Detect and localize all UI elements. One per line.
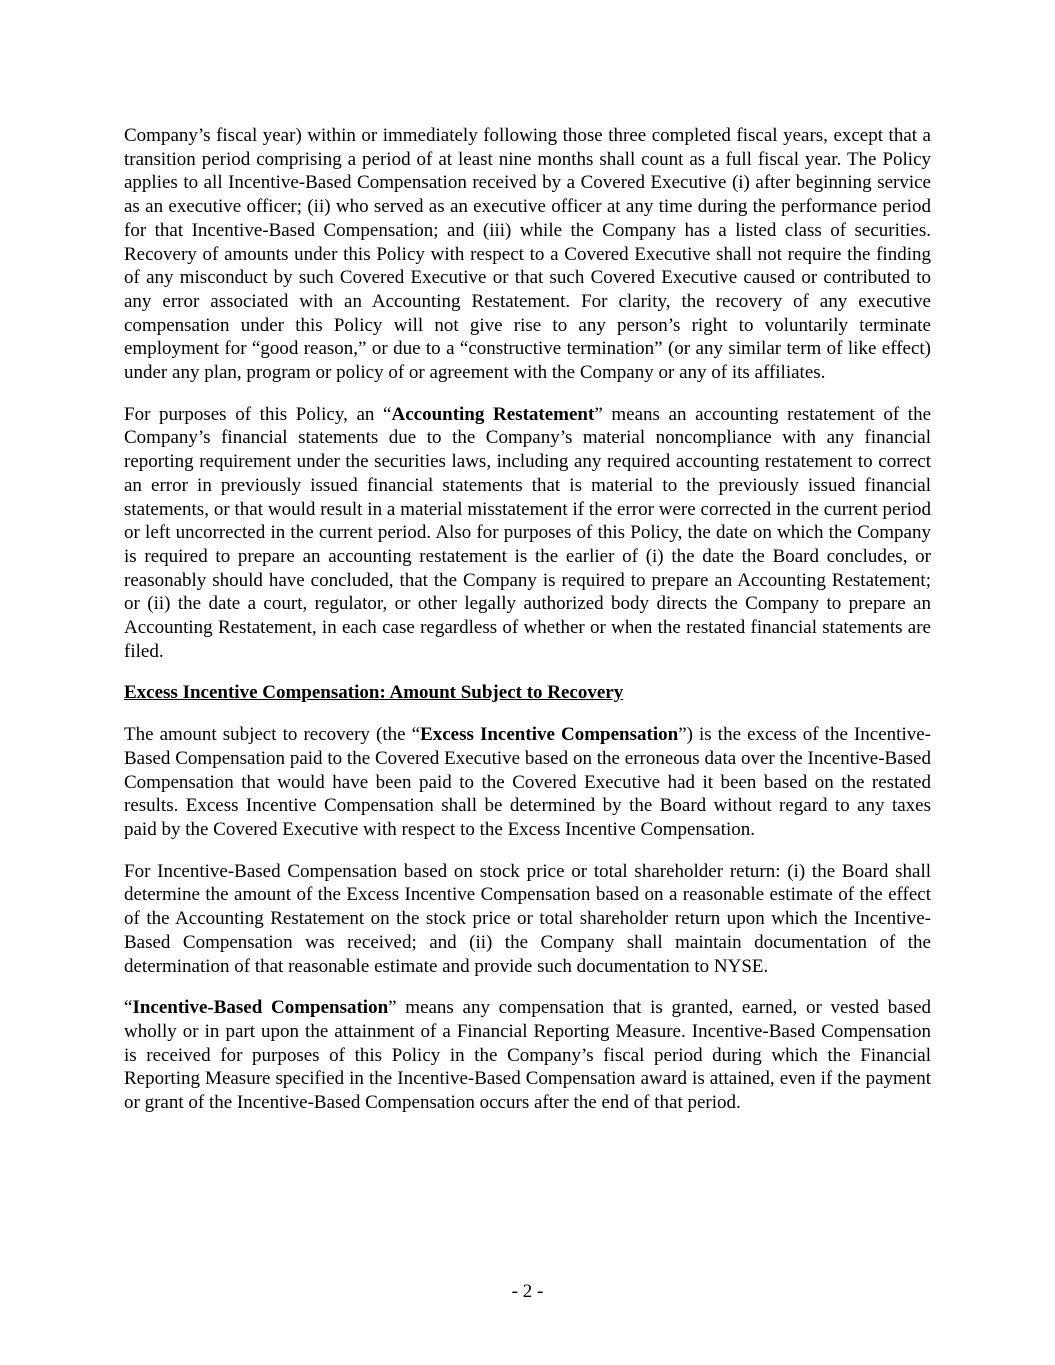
text-segment: For purposes of this Policy, an “	[124, 403, 392, 425]
paragraph-stock-price-compensation: For Incentive-Based Compensation based on stock price or total shareholder return: (i) the Board shall determine the amount of the Excess Incentive Compensation based on a reasonable estimate of the effect of the Accounting Restatement on the stock price or total shareholder return upon which the Incentive-Based Compensation was received; and (ii) the Company shall maintain documentation of the determination of that reasonable estimate and provide such documentation to NYSE.	[124, 860, 931, 977]
defined-term-excess-incentive-compensation: Excess Incentive Compensation	[420, 724, 679, 746]
text-segment: ” means any compensation that is granted, earned, or vested based wholly or in part upon the attainment of a Financial Reporting Measure. Incentive-Based Compensation is received for purposes of this Policy in the Company’s fiscal period during which the Financial Reporting Measure specified in the Incentive-Based Compensation award is attained, even if the payment or grant of the Incentive-Based Compensation occurs after the end of that period.	[124, 997, 931, 1114]
defined-term-incentive-based-compensation: Incentive-Based Compensation	[132, 997, 389, 1019]
paragraph-excess-incentive-compensation	[124, 723, 931, 842]
text-segment: “	[124, 997, 133, 1019]
section-heading: Excess Incentive Compensation: Amount Subject to Recovery	[124, 682, 624, 704]
page-number: - 2 -	[511, 1281, 544, 1302]
paragraph-accounting-restatement	[124, 403, 931, 664]
text-segment: ”) is the excess of the Incentive-Based Compensation paid to the Covered Executive based on the erroneous data over the Incentive-Based Compensation that would have been paid to the Covered Executive had it been based on the restated results. Excess Incentive Compensation shall be determined by the Board without regard to any taxes paid by the Covered Executive with respect to the Excess Incentive Compensation.	[124, 724, 931, 840]
paragraph-incentive-based-compensation	[124, 996, 931, 1115]
text-segment: ” means an accounting restatement of the Company’s financial statements due to the Company’s material noncompliance with any financial reporting requirement under the securities laws, including any required accounting restatement to correct an error in previously issued financial statements that is material to the previously issued financial statements, or that would result in a material misstatement if the error were corrected in the current period or left uncorrected in the current period. Also for purposes of this Policy, the date on which the Company is required to prepare an accounting restatement is the earlier of (i) the date the Board concludes, or reasonably should have concluded, that the Company is required to prepare an Accounting Restatement; or (ii) the date a court, regulator, or other legally authorized body directs the Company to prepare an Accounting Restatement, in each case regardless of whether or when the restated financial statements are filed.	[124, 403, 931, 662]
paragraph-policy-applicability: Company’s fiscal year) within or immediately following those three completed fiscal years, except that a transition period comprising a period of at least nine months shall count as a full fiscal year. The Policy applies to all Incentive-Based Compensation received by a Covered Executive (i) after beginning service as an executive officer; (ii) who served as an executive officer at any time during the performance period for that Incentive-Based Compensation; and (iii) while the Company has a listed class of securities. Recovery of amounts under this Policy with respect to a Covered Executive shall not require the finding of any misconduct by such Covered Executive or that such Covered Executive caused or contributed to any error associated with an Accounting Restatement. For clarity, the recovery of any executive compensation under this Policy will not give rise to any person’s right to voluntarily terminate employment for “good reason,” or due to a “constructive termination” (or any similar term of like effect) under any plan, program or policy of or agreement with the Company or any of its affiliates.	[124, 125, 931, 384]
text-segment: The amount subject to recovery (the “	[124, 724, 421, 746]
document-page	[124, 124, 931, 1133]
defined-term-accounting-restatement: Accounting Restatement	[391, 403, 595, 425]
